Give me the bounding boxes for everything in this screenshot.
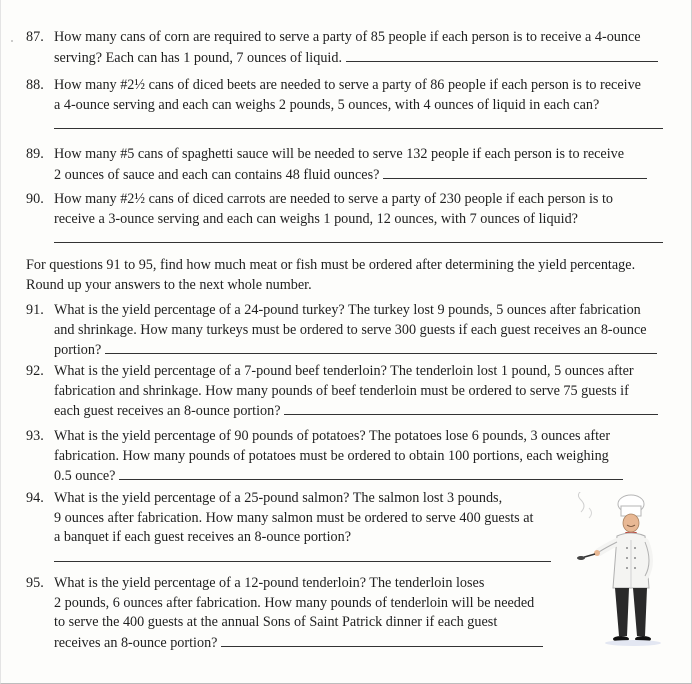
answer-blank[interactable] [119,466,623,480]
answer-blank[interactable] [54,242,663,243]
question-number: 87. [26,29,44,45]
question-number: 93. [26,428,44,444]
question-text-line: What is the yield percentage of a 25-pound salmon? The salmon lost 3 pounds, [54,490,503,506]
question-number: 88. [26,77,44,93]
question-87 [26,28,658,68]
question-text-line: What is the yield percentage of a 7-pound beef tenderloin? The tenderloin lost 1 pound, 5 ounces after [54,363,634,379]
page-speck [11,40,13,42]
question-text-line: portion? [54,342,102,358]
question-number: 89. [26,146,44,162]
question-number: 95. [26,575,44,591]
question-text-line: What is the yield percentage of a 12-pound tenderloin? The tenderloin loses [54,575,485,591]
question-text-line: and shrinkage. How many turkeys must be ordered to serve 300 guests if each guest receives an 8-ounce [54,321,647,338]
answer-blank[interactable] [221,633,543,647]
question-number: 92. [26,363,44,379]
question-text-line: 2 ounces of sauce and each can contains 48 fluid ounces? [54,166,380,183]
question-text-line: fabrication. How many pounds of potatoes must be ordered to obtain 100 portions, each weighing [54,447,609,464]
question-text-line: How many cans of corn are required to serve a party of 85 people if each person is to receive a 4-ounce [54,29,641,45]
question-text-line: to serve the 400 guests at the annual Sons of Saint Patrick dinner if each guest [54,614,498,630]
question-94 [26,489,533,548]
answer-blank[interactable] [105,340,657,354]
answer-blank[interactable] [284,401,658,415]
chef-icon [573,492,673,652]
question-88 [26,76,641,115]
question-number: 90. [26,191,44,207]
section-instructions [26,256,635,295]
question-text-line: fabrication and shrinkage. How many pounds of beef tenderloin must be ordered to serve 75 guests if [54,382,629,399]
question-91 [26,301,657,361]
question-92 [26,362,658,422]
question-89 [26,145,647,185]
question-number: 94. [26,490,44,506]
question-95 [26,574,543,653]
question-text-line: 0.5 ounce? [54,468,116,484]
question-text-line: receive a 3-ounce serving and each can weighs 1 pound, 12 ounces, with 7 ounces of liquid? [54,210,578,227]
question-text-line: 2 pounds, 6 ounces after fabrication. How many pounds of tenderloin will be needed [54,594,535,611]
question-90 [26,190,613,229]
question-text-line: How many #2½ cans of diced beets are needed to serve a party of 86 people if each person is to receive [54,77,641,93]
instructions-line: For questions 91 to 95, find how much meat or fish must be ordered after determining the yield percentage. [26,257,636,273]
question-text-line: How many #5 cans of spaghetti sauce will be needed to serve 132 people if each person is to receive [54,146,625,162]
question-text-line: serving? Each can has 1 pound, 7 ounces of liquid. [54,49,343,66]
question-text-line: a 4-ounce serving and each can weighs 2 pounds, 5 ounces, with 4 ounces of liquid in each can? [54,96,600,113]
question-number: 91. [26,302,44,318]
answer-blank[interactable] [54,128,663,129]
question-text-line: How many #2½ cans of diced carrots are needed to serve a party of 230 people if each person is to [54,191,614,207]
answer-blank[interactable] [54,561,551,562]
question-text-line: What is the yield percentage of a 24-pound turkey? The turkey lost 9 pounds, 5 ounces after fabrication [54,302,641,318]
question-text-line: each guest receives an 8-ounce portion? [54,403,281,419]
question-text-line: What is the yield percentage of 90 pounds of potatoes? The potatoes lose 6 pounds, 3 ounces after [54,428,611,444]
answer-blank[interactable] [346,48,658,62]
instructions-line: Round up your answers to the next whole number. [26,276,312,293]
question-text-line: a banquet if each guest receives an 8-ounce portion? [54,529,352,545]
question-93 [26,427,623,487]
answer-blank[interactable] [383,165,647,179]
question-text-line: receives an 8-ounce portion? [54,634,218,651]
question-text-line: 9 ounces after fabrication. How many salmon must be ordered to serve 400 guests at [54,509,534,526]
